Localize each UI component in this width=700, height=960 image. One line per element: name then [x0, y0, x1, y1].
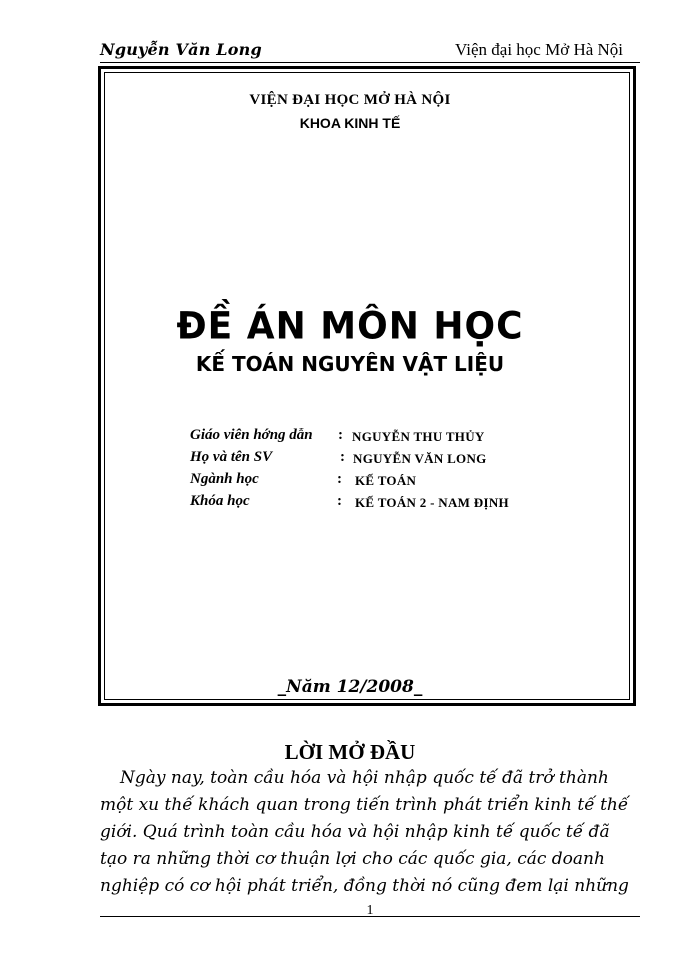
cover-faculty: KHOA KINH TẾ: [299, 115, 401, 131]
info-value-supervisor: NGUYỄN THU THỦY: [352, 429, 485, 444]
header-author: Nguyễn Văn Long: [100, 40, 262, 59]
cover-frame: [98, 66, 636, 706]
preface-title: LỜI MỞ ĐẦU: [284, 740, 416, 764]
preface-line: nghiệp có cơ hội phát triển, đồng thời nó cũng đem lại những: [100, 876, 629, 896]
info-label-major: Ngành học: [190, 471, 259, 487]
info-value-student: NGUYỄN VĂN LONG: [353, 451, 487, 466]
info-colon: :: [340, 449, 345, 465]
info-colon: :: [338, 427, 343, 443]
preface-line: giới. Quá trình toàn cầu hóa và hội nhập kinh tế quốc tế đã: [100, 822, 610, 842]
cover-title: ĐỀ ÁN MÔN HỌC: [176, 304, 524, 349]
cover-year-text: Năm 12/2008: [286, 677, 414, 697]
info-value-major: KẾ TOÁN: [355, 473, 417, 488]
cover-frame-inner: [104, 72, 630, 700]
info-colon: :: [337, 471, 342, 487]
header-rule: [100, 62, 640, 63]
footer-rule: [100, 916, 640, 917]
preface-line: Ngày nay, toàn cầu hóa và hội nhập quốc tế đã trở thành: [120, 768, 609, 788]
info-value-course: KẾ TOÁN 2 - NAM ĐỊNH: [355, 495, 509, 510]
info-label-student: Họ và tên SV: [190, 449, 273, 465]
header-institution: Viện đại học Mở Hà Nội: [455, 40, 624, 59]
cover-institution: VIỆN ĐẠI HỌC MỞ HÀ NỘI: [249, 92, 451, 108]
info-label-course: Khóa học: [190, 493, 250, 509]
cover-year: _Năm 12/2008_: [277, 677, 423, 697]
preface-line: tạo ra những thời cơ thuận lợi cho các quốc gia, các doanh: [100, 849, 605, 869]
page-number: 1: [366, 903, 374, 918]
preface-line: một xu thế khách quan trong tiến trình phát triển kinh tế thế: [100, 795, 629, 815]
cover-subtitle: KẾ TOÁN NGUYÊN VẬT LIỆU: [195, 352, 505, 376]
info-colon: :: [337, 493, 342, 509]
info-label-supervisor: Giáo viên hớng dẫn: [190, 427, 313, 443]
